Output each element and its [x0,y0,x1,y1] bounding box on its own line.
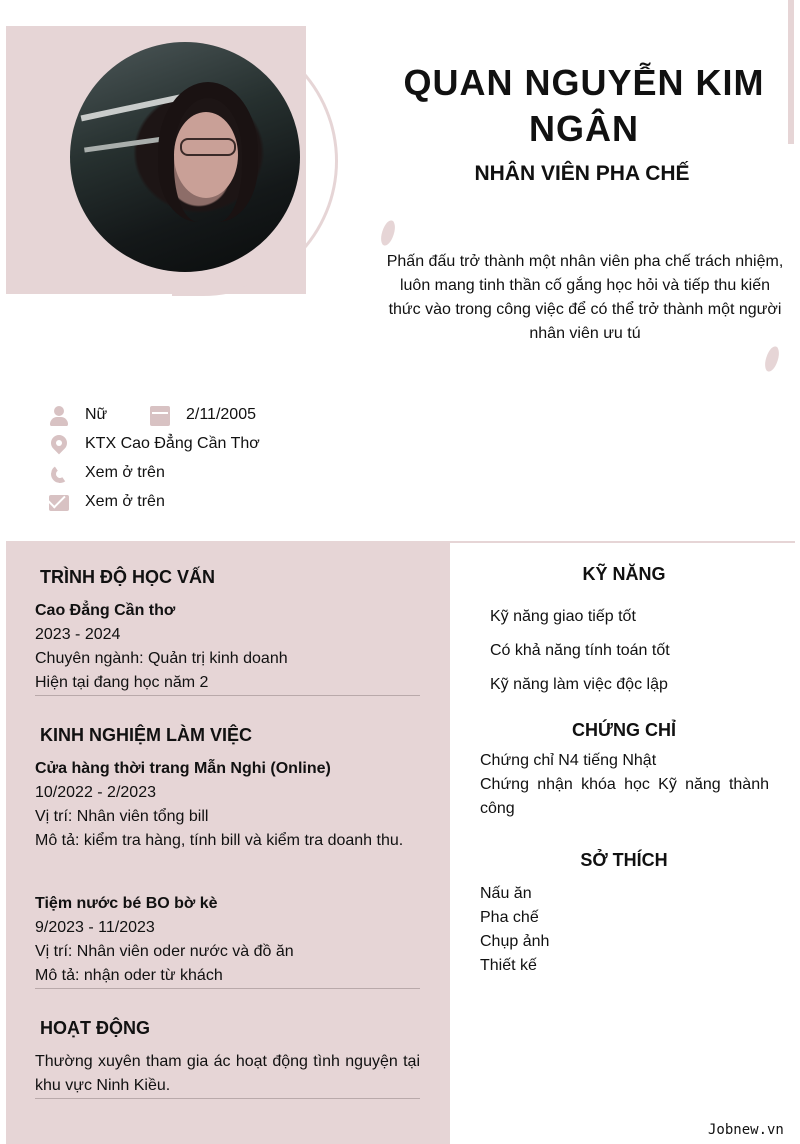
job-position: Vị trí: Nhân viên tổng bill [35,808,209,825]
birthday-value: 2/11/2005 [186,406,256,423]
certificate-item: Chứng nhận khóa học Kỹ năng thành công [480,776,769,817]
calendar-icon [150,406,170,426]
job-period: 9/2023 - 11/2023 [35,919,155,936]
education-major: Chuyên ngành: Quản trị kinh doanh [35,650,288,667]
location-pin-icon [49,435,69,455]
photo-glasses [180,138,236,156]
quote-open-icon [379,219,396,247]
education-school: Cao Đẳng Cần thơ [35,602,176,619]
footer-brand: Jobnew.vn [708,1122,784,1138]
experience-title: KINH NGHIỆM LÀM VIỆC [40,725,253,745]
phone-icon [49,464,69,484]
job-title: NHÂN VIÊN PHA CHẾ [474,162,690,185]
photo-railing-lower [84,136,164,152]
education-rule [35,695,420,696]
certificates-title: CHỨNG CHỈ [572,720,676,740]
email-value: Xem ở trên [85,493,165,510]
profile-photo [70,42,300,272]
quote-close-icon [763,345,780,373]
activities-text: Thường xuyên tham gia ác hoạt động tình nguyện tại khu vực Ninh Kiều. [35,1053,420,1094]
hobby-item: Chụp ảnh [480,933,550,950]
skill-item: Kỹ năng giao tiếp tốt [490,608,636,625]
job-company: Cửa hàng thời trang Mẫn Nghi (Online) [35,760,331,777]
career-objective: Phấn đấu trở thành một nhân viên pha chế trách nhiệm, luôn mang tinh thần cố gắng học hỏi và tiếp thu kiến thức vào trong công việc để có thể trở thành một người nhân viên ưu tú [386,253,784,342]
hobby-item: Nấu ăn [480,885,532,902]
certificate-item: Chứng chỉ N4 tiếng Nhật [480,752,657,769]
skill-item: Có khả năng tính toán tốt [490,642,670,659]
job-company: Tiệm nước bé BO bờ kè [35,895,218,912]
envelope-icon [49,495,69,511]
right-edge-stripe [788,0,794,144]
experience-rule [35,988,420,989]
candidate-name: QUAN NGUYỄN KIM NGÂN [403,62,765,149]
job-description: Mô tả: nhận oder từ khách [35,967,223,984]
job-period: 10/2022 - 2/2023 [35,784,156,801]
address-value: KTX Cao Đẳng Cần Thơ [85,435,260,452]
skills-title: KỸ NĂNG [582,564,666,584]
activities-rule [35,1098,420,1099]
phone-value: Xem ở trên [85,464,165,481]
education-status: Hiện tại đang học năm 2 [35,674,209,691]
skill-item: Kỹ năng làm việc độc lập [490,676,668,693]
hobby-item: Pha chế [480,909,539,926]
education-period: 2023 - 2024 [35,626,121,643]
hobbies-title: SỞ THÍCH [580,850,668,870]
activities-title: HOẠT ĐỘNG [40,1018,150,1038]
hobby-item: Thiết kế [480,957,537,974]
person-icon [49,406,69,426]
job-position: Vị trí: Nhân viên oder nước và đồ ăn [35,943,294,960]
job-description: Mô tả: kiểm tra hàng, tính bill và kiểm tra doanh thu. [35,832,404,849]
education-title: TRÌNH ĐỘ HỌC VẤN [40,567,215,587]
gender-value: Nữ [85,406,108,423]
